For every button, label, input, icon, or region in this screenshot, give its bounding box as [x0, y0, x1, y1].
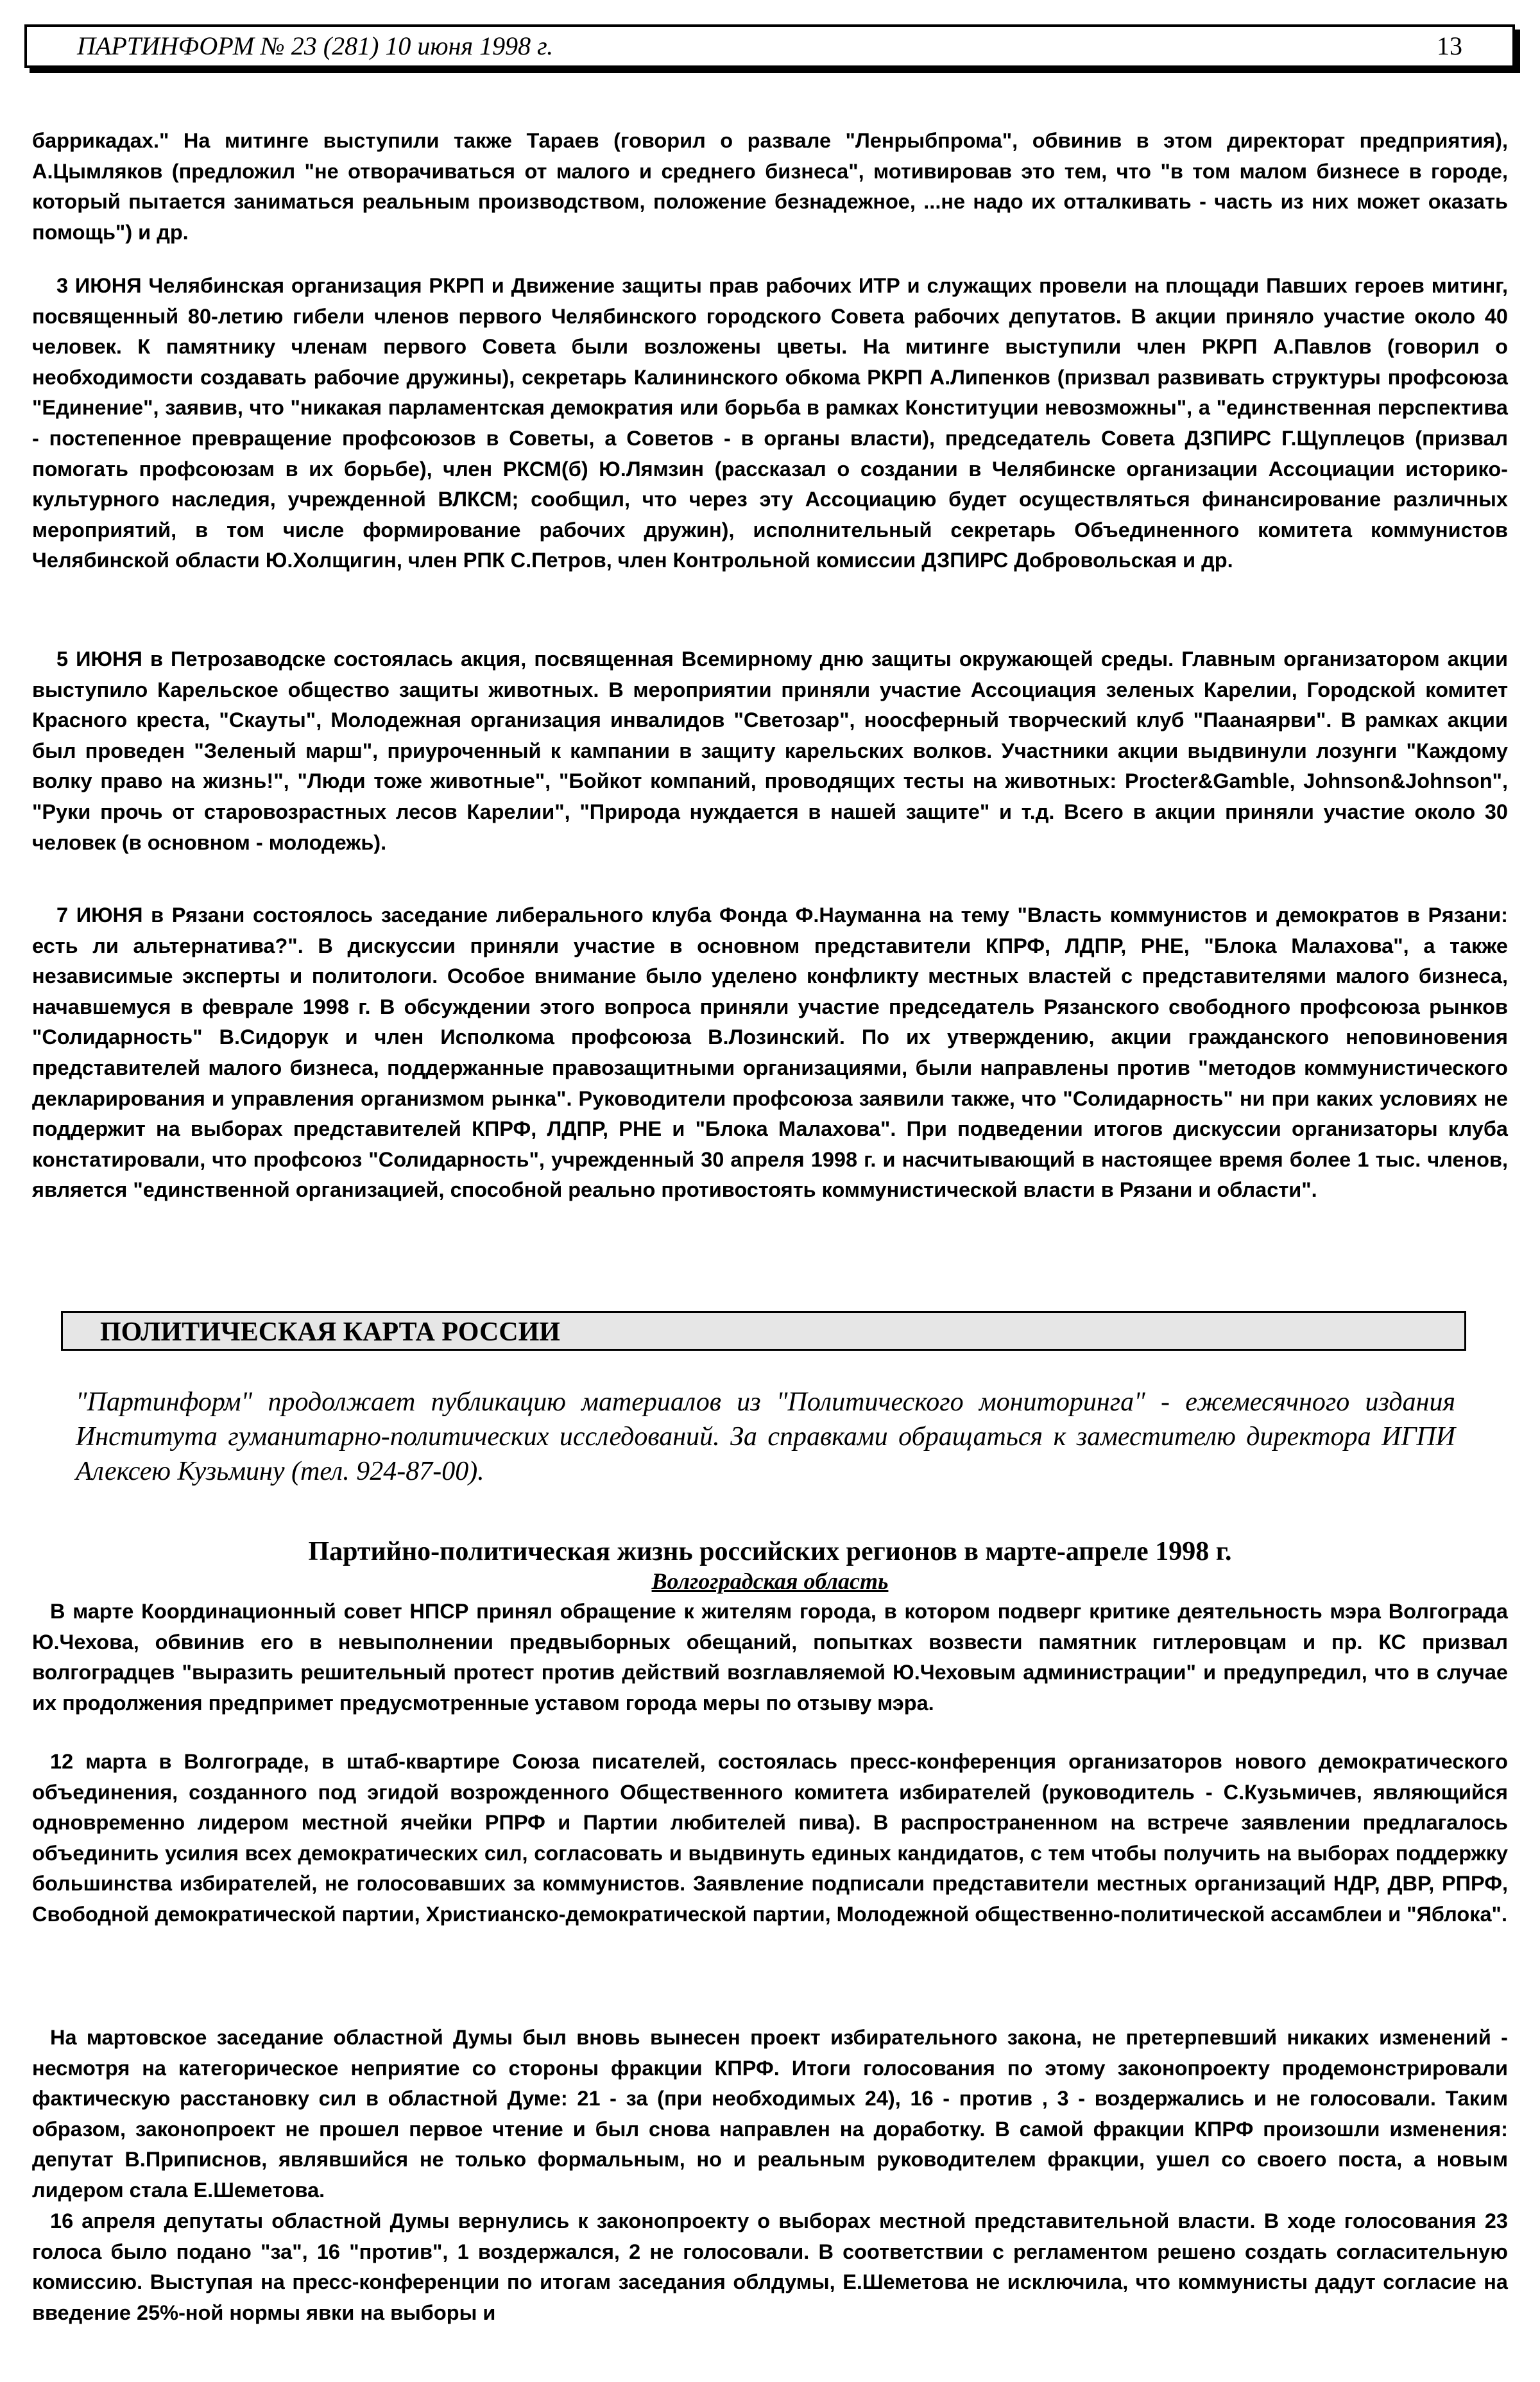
paragraph-march-npsr: В марте Координационный совет НПСР принял обращение к жителям города, в котором подверг критике деятельность мэра Волгограда Ю.Чехова, обвинив его в невыполнении предвыборных обещаний, попытках возвести памятник гитлеровцам и пр. КС призвал волгоградцев "выразить решительный протест против действий возглавляемой Ю.Чеховым администрации" и предупредил, что в случае их продолжения предпримет предусмотренные уставом города меры по отзыву мэра.	[32, 1600, 1508, 1715]
paragraph-june-5-petrozavodsk: 5 ИЮНЯ в Петрозаводске состоялась акция, посвященная Всемирному дню защиты окружающей среды. Главным организатором акции выступило Карельское общество защиты животных. В мероприятии приняли участие Ассоциация зеленых Карелии, Городской комитет Красного креста, "Скауты", Молодежная организация инвалидов "Светозар", ноосферный творческий клуб "Паанаярви". В рамках акции был проведен "Зеленый марш", приуроченный к кампании в защиту карельских волков. Участники акции выдвинули лозунги "Каждому волку право на жизнь!", "Люди тоже животные", "Бойкот компаний, проводящих тесты на животных: Procter&Gamble, Johnson&Johnson", "Руки прочь от старовозрастных лесов Карелии", "Природа нуждается в нашей защите" и т.д. Всего в акции приняли участие около 30 человек (в основном - молодежь).	[32, 647, 1508, 854]
section-band-title: ПОЛИТИЧЕСКАЯ КАРТА РОССИИ	[100, 1317, 560, 1347]
running-header	[24, 24, 1515, 68]
paragraph-barricades: баррикадах." На митинге выступили также Тараев (говорил о развале "Ленрыбпрома", обвинив в этом директорат предприятия), А.Цымляков (предложил "не отворачиваться от малого и среднего бизнеса", мотивировав это тем, что "в том малом бизнесе в городе, который пытается заниматься реальным производством, положение безнадежное, ...не надо их отталкивать - часть из них может оказать помощь") и др.	[32, 129, 1508, 244]
paragraph-march-12-volgograd: 12 марта в Волгограде, в штаб-квартире Союза писателей, состоялась пресс-конференция организаторов нового демократического объединения, созданного под эгидой возрожденного Общественного комитета избирателей (руководитель - С.Кузьмичев, являющийся одновременно лидером местной ячейки РПРФ и Партии любителей пива). В распространенном на встрече заявлении предлагалось объединить усилия всех демократических сил, согласовать и выдвинуть единых кандидатов, с тем чтобы получить на выборах поддержку большинства избирателей, не голосовавших за коммунистов. Заявление подписали представители местных организаций НДР, ДВР, РПРФ, Свободной демократической партии, Христианско-демократической партии, Молодежной общественно-политической ассамблеи и "Яблока".	[32, 1750, 1508, 1926]
paragraph-duma-march: На мартовское заседание областной Думы был вновь вынесен проект избирательного закона, не претерпевший никаких изменений - несмотря на категорическое неприятие со стороны фракции КПРФ. Итоги голосования по этому законопроекту продемонстрировали фактическую расстановку сил в областной Думе: 21 - за (при необходимых 24), 16 - против , 3 - воздержались и не голосовали. Таким образом, законопроект не прошел первое чтение и был снова направлен на доработку. В самой фракции КПРФ произошли изменения: депутат В.Приписнов, являвшийся не только формальным, но и реальным руководителем фракции, ушел со своего поста, а новым лидером стала Е.Шеметова.	[32, 2026, 1508, 2202]
header-title: ПАРТИНФОРМ № 23 (281) 10 июня 1998 г.	[77, 31, 554, 60]
region-heading: Волгоградская область	[651, 1568, 889, 1594]
intro-note: "Партинформ" продолжает публикацию материалов из "Политического мониторинга" - ежемесячного издания Института гуманитарно-политических исследований. За справками обращаться к заместителю директора ИГПИ Алексею Кузьмину (тел. 924-87-00).	[76, 1387, 1455, 1486]
page-number: 13	[1437, 31, 1462, 60]
paragraph-june-3-chelyabinsk: 3 ИЮНЯ Челябинская организация РКРП и Движение защиты прав рабочих ИТР и служащих провели на площади Павших героев митинг, посвященный 80-летию гибели членов первого Челябинского городского Совета рабочих депутатов. В акции приняло участие около 40 человек. К памятнику членам первого Совета были возложены цветы. На митинге выступили член РКРП А.Павлов (говорил о необходимости создавать рабочие дружины), секретарь Калининского обкома РКРП А.Липенков (призвал развивать структуры профсоюза "Единение", заявив, что "никакая парламентская демократия или борьба в рамках Конституции невозможны", а "единственная перспектива - постепенное превращение профсоюзов в Советы, а Советов - в органы власти), председатель Совета ДЗПИРС Г.Щуплецов (призвал помогать профсоюзам в их борьбе), член РКСМ(б) Ю.Лямзин (рассказал о создании в Челябинске организации Ассоциации историко-культурного наследия, учрежденной ВЛКСМ; сообщил, что через эту Ассоциацию будет осуществляться финансирование различных мероприятий, в том числе формирование рабочих дружин), исполнительный секретарь Объединенного комитета коммунистов Челябинской области Ю.Холщигин, член РПК С.Петров, член Контрольной комиссии ДЗПИРС Добровольская и др.	[32, 274, 1508, 572]
section-band	[61, 1311, 1466, 1351]
article-title: Партийно-политическая жизнь российских регионов в марте-апреле 1998 г.	[308, 1537, 1232, 1566]
paragraph-april-16: 16 апреля депутаты областной Думы вернулись к законопроекту о выборах местной представительной власти. В ходе голосования 23 голоса было подано "за", 16 "против", 1 воздержался, 2 не голосовали. В соответствии с регламентом решено создать согласительную комиссию. Выступая на пресс-конференции по итогам заседания облдумы, Е.Шеметова не исключила, что коммунисты дадут согласие на введение 25%-ной нормы явки на выборы и	[32, 2209, 1508, 2324]
paragraph-june-7-ryazan: 7 ИЮНЯ в Рязани состоялось заседание либерального клуба Фонда Ф.Науманна на тему "Власть коммунистов и демократов в Рязани: есть ли альтернатива?". В дискуссии приняли участие в основном представители КПРФ, ЛДПР, РНЕ, "Блока Малахова", а также независимые эксперты и политологи. Особое внимание было уделено конфликту местных властей с представителями малого бизнеса, начавшемуся в феврале 1998 г. В обсуждении этого вопроса приняли участие председатель Рязанского свободного профсоюза рынков "Солидарность" В.Сидорук и член Исполкома профсоюза В.Лозинский. По их утверждению, акции гражданского неповиновения представителей малого бизнеса, поддержанные правозащитными организациями, были направлены против "методов коммунистического декларирования и управления организмом рынка". Руководители профсоюза заявили также, что "Солидарность" ни при каких условиях не поддержит на выборах представителей КПРФ, ЛДПР, РНЕ и "Блока Малахова". При подведении итогов дискуссии организаторы клуба констатировали, что профсоюз "Солидарность", учрежденный 30 апреля 1998 г. и насчитывающий в настоящее время более 1 тыс. членов, является "единственной организацией, способной реально противостоять коммунистической власти в Рязани и области".	[32, 904, 1508, 1202]
